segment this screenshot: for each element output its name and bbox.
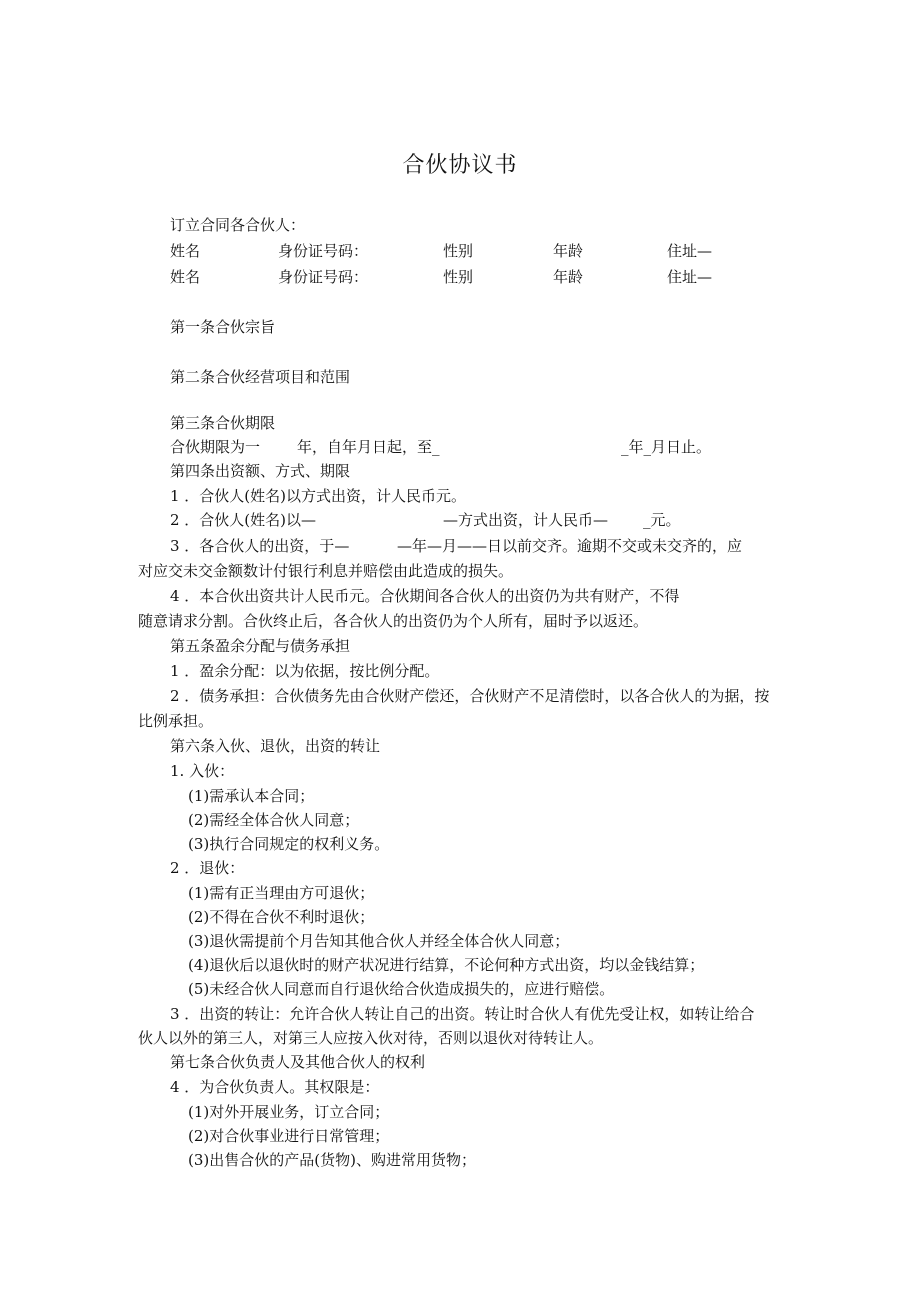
party-id-label: 身份证号码： (278, 268, 369, 286)
transfer-text-b: 伙人以外的第三人，对第三人应按入伙对待，否则以退伙对待转让人。 (138, 1029, 604, 1047)
article-5-item-2b: 比例承担。 (138, 712, 214, 730)
party-name-label: 姓名 (170, 242, 201, 260)
article-5-heading: 第五条盈余分配与债务承担 (170, 637, 351, 655)
article-4-heading: 第四条出资额、方式、期限 (170, 462, 351, 480)
article-4-item-2b: —方式出资，计人民币— (443, 511, 609, 529)
party-name-label: 姓名 (170, 268, 201, 286)
quit-item: (4)退伙后以退伙时的财产状况进行结算，不论何种方式出资，均以金钱结算； (188, 956, 705, 974)
article-4-item-4a: 4 ．本合伙出资共计人民币元。合伙期间各合伙人的出资仍为共有财产，不得 (170, 587, 680, 605)
quit-item: (2)不得在合伙不利时退伙； (188, 908, 375, 926)
article-4-item-4b: 随意请求分割。合伙终止后，各合伙人的出资仍为个人所有，届时予以返还。 (138, 612, 649, 630)
authority-item: (3)出售合伙的产品(货物)、购进常用货物； (188, 1151, 476, 1169)
term-text-b: 年，自年月日起，至_ (297, 438, 440, 456)
article-2-heading: 第二条合伙经营项目和范围 (170, 368, 351, 386)
party-id-label: 身份证号码： (278, 242, 369, 260)
authority-item: (2)对合伙事业进行日常管理； (188, 1127, 390, 1145)
quit-item: (5)未经合伙人同意而自行退伙给合伙造成损失的，应进行赔偿。 (188, 980, 615, 998)
article-4-item-3c: 对应交未交金额数计付银行利息并赔偿由此造成的损失。 (138, 562, 514, 580)
article-3-heading: 第三条合伙期限 (170, 414, 276, 432)
join-item: (3)执行合同规定的权利义务。 (188, 835, 390, 853)
join-item: (2)需经全体合伙人同意； (188, 811, 360, 829)
article-6-heading: 第六条入伙、退伙，出资的转让 (170, 737, 381, 755)
document-title: 合伙协议书 (402, 153, 518, 178)
article-5-item-2a: 2 ．债务承担：合伙债务先由合伙财产偿还，合伙财产不足清偿时，以各合伙人的为据，按 (170, 687, 770, 705)
party-gender-label: 性别 (443, 242, 474, 260)
party-age-label: 年龄 (553, 268, 584, 286)
term-text-a: 合伙期限为一 (170, 438, 261, 456)
quit-heading: 2 ．退伙： (170, 859, 245, 877)
article-5-item-1: 1 ．盈余分配：以为依据，按比例分配。 (170, 662, 440, 680)
article-4-item-1: 1 ．合伙人(姓名)以方式出资，计人民币元。 (170, 487, 467, 505)
join-heading: 1. 入伙： (170, 762, 235, 780)
article-1-heading: 第一条合伙宗旨 (170, 318, 276, 336)
authority-item: (1)对外开展业务，订立合同； (188, 1103, 390, 1121)
article-4-item-2c: _元。 (643, 511, 681, 529)
party-address-label: 住址— (667, 242, 713, 260)
article-4-item-3a: 3 ．各合伙人的出资，于— (170, 537, 350, 555)
term-text-c: _年_月日止。 (621, 438, 712, 456)
article-4-item-2a: 2 ．合伙人(姓名)以— (170, 511, 317, 529)
quit-item: (3)退伙需提前个月告知其他合伙人并经全体合伙人同意； (188, 932, 570, 950)
party-gender-label: 性别 (443, 268, 474, 286)
article-7-heading: 第七条合伙负责人及其他合伙人的权利 (170, 1053, 426, 1071)
article-7-item-4: 4 ．为合伙负责人。其权限是： (170, 1078, 380, 1096)
transfer-text-a: 3 ．出资的转让：允许合伙人转让自己的出资。转让时合伙人有优先受让权，如转让给合 (170, 1005, 755, 1023)
quit-item: (1)需有正当理由方可退伙； (188, 884, 375, 902)
article-4-item-3b: —年—月——日以前交齐。逾期不交或未交齐的，应 (397, 537, 743, 555)
party-address-label: 住址— (667, 268, 713, 286)
party-age-label: 年龄 (553, 242, 584, 260)
parties-intro: 订立合同各合伙人： (170, 216, 306, 234)
join-item: (1)需承认本合同； (188, 787, 315, 805)
